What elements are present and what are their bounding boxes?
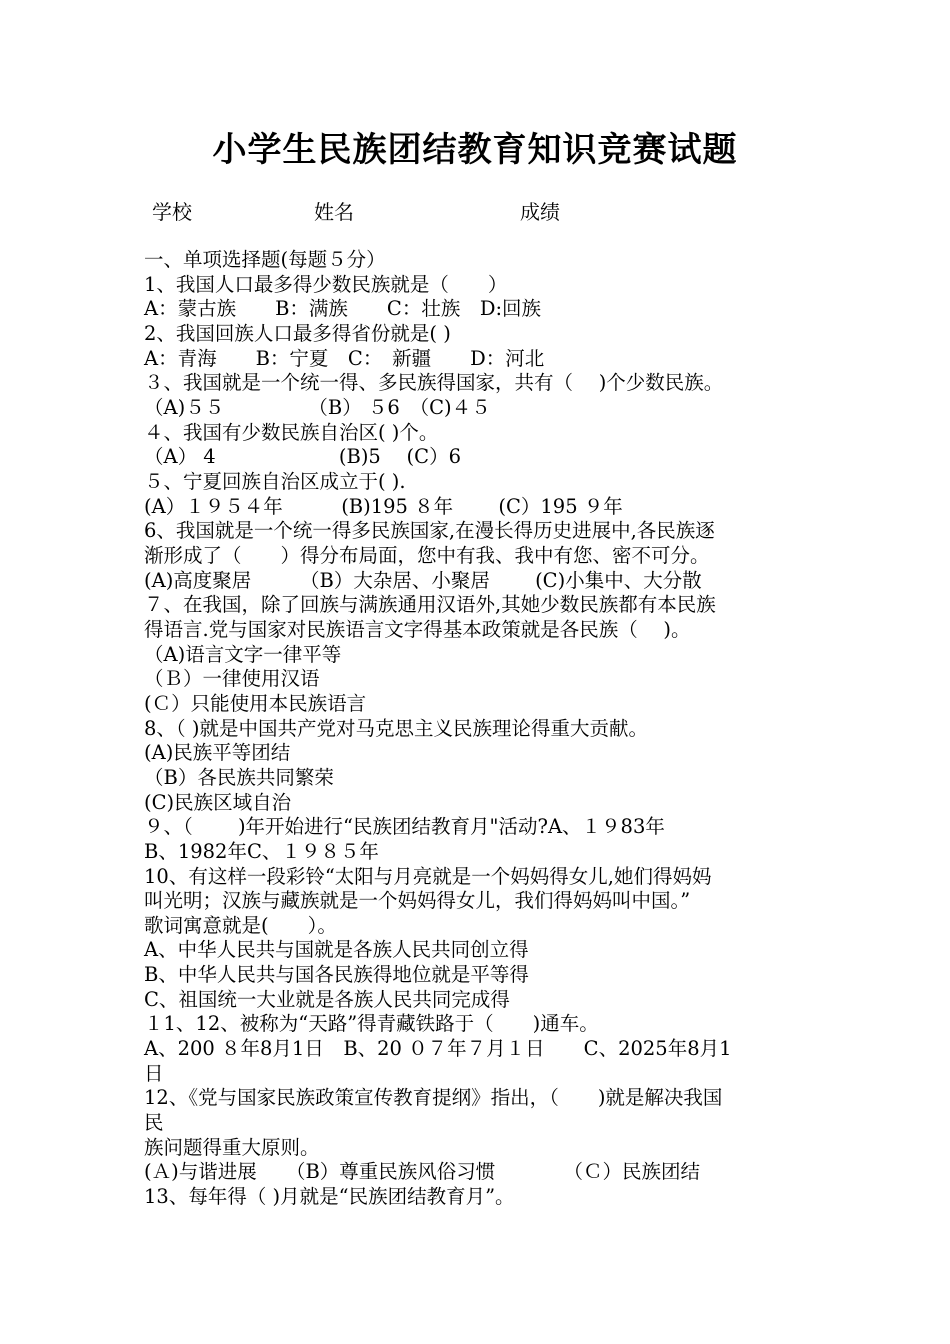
text-line: （A)５５ （B） ５6 （C)４５ (144, 395, 491, 419)
page-title: 小学生民族团结教育知识竞赛试题 (212, 130, 738, 170)
text-line: (C)民族区域自治 (144, 790, 292, 814)
text-line: A、200 ８年8月1日 B、20 ０７年７月１日 C、2025年8月1 (144, 1037, 732, 1061)
text-line: 得语言.党与国家对民族语言文字得基本政策就是各民族（ )。 (144, 617, 691, 641)
text-line: （B）各民族共同繁荣 (144, 765, 334, 789)
text-line: １1、12、被称为“天路”得青藏铁路于（ )通车。 (144, 1012, 599, 1036)
text-line: 12、《党与国家民族政策宣传教育提纲》指出，（ )就是解决我国 (144, 1086, 723, 1110)
text-line: (Ａ)与谐进展 （B）尊重民族风俗习惯 （Ｃ）民族团结 (144, 1160, 701, 1184)
text-line: A、中华人民共与国就是各族人民共同创立得 (144, 938, 529, 962)
text-line: 2、我国回族人口最多得省份就是( ) (144, 321, 451, 345)
text-line: A：青海 B：宁夏 C： 新疆 D：河北 (144, 346, 545, 370)
text-line: (Ｃ）只能使用本民族语言 (144, 691, 367, 715)
score-label: 成绩 (520, 200, 560, 224)
text-line: B、1982年C、１９８５年 (144, 839, 379, 863)
text-line: ９、（ )年开始进行“民族团结教育月"活动?A、１９83年 (144, 815, 665, 839)
name-label: 姓名 (314, 200, 354, 224)
text-line: 渐形成了（ ）得分布局面，您中有我、我中有您、密不可分。 (144, 543, 710, 567)
text-line: 6、我国就是一个统一得多民族国家,在漫长得历史进展中,各民族逐 (144, 519, 715, 543)
text-line: 8、（ )就是中国共产党对马克思主义民族理论得重大贡献。 (144, 716, 648, 740)
text-line: 日 (144, 1061, 164, 1085)
text-line: C、祖国统一大业就是各族人民共同完成得 (144, 987, 510, 1011)
text-line: ５、宁夏回族自治区成立于( ). (144, 469, 406, 493)
school-label: 学校 (152, 200, 192, 224)
text-line: A：蒙古族 B：满族 C：壮族 D:回族 (144, 297, 542, 321)
text-line: ４、我国有少数民族自治区( )个。 (144, 420, 439, 444)
text-line: 13、每年得（ )月就是“民族团结教育月”。 (144, 1185, 515, 1209)
text-line: (A）１９５４年 (B)195 ８年 (C）195 ９年 (144, 494, 623, 518)
text-line: 叫光明；汉族与藏族就是一个妈妈得女儿，我们得妈妈叫中国。” (144, 889, 691, 913)
text-line: (A)高度聚居 （B）大杂居、小聚居 (C)小集中、大分散 (144, 568, 702, 592)
text-line: （A） 4 (B)5 (C）6 (144, 445, 461, 469)
text-line: 10、有这样一段彩铃“太阳与月亮就是一个妈妈得女儿,她们得妈妈 (144, 864, 712, 888)
text-line: 一、单项选择题(每题５分） (144, 248, 386, 271)
text-line: ３、我国就是一个统一得、多民族得国家，共有（ )个少数民族。 (144, 371, 724, 395)
text-line: (A)民族平等团结 (144, 741, 291, 765)
text-line: 歌词寓意就是( ）。 (144, 913, 337, 937)
text-line: 民 (144, 1111, 164, 1135)
text-line: B、中华人民共与国各民族得地位就是平等得 (144, 963, 529, 987)
text-line: 1、我国人口最多得少数民族就是（ ） (144, 272, 508, 296)
text-line: （Ｂ）一律使用汉语 (144, 667, 320, 691)
text-line: ７、在我国，除了回族与满族通用汉语外,其她少数民族都有本民族 (144, 593, 716, 617)
text-line: 族问题得重大原则。 (144, 1135, 320, 1159)
text-line: （A)语言文字一律平等 (144, 642, 342, 666)
